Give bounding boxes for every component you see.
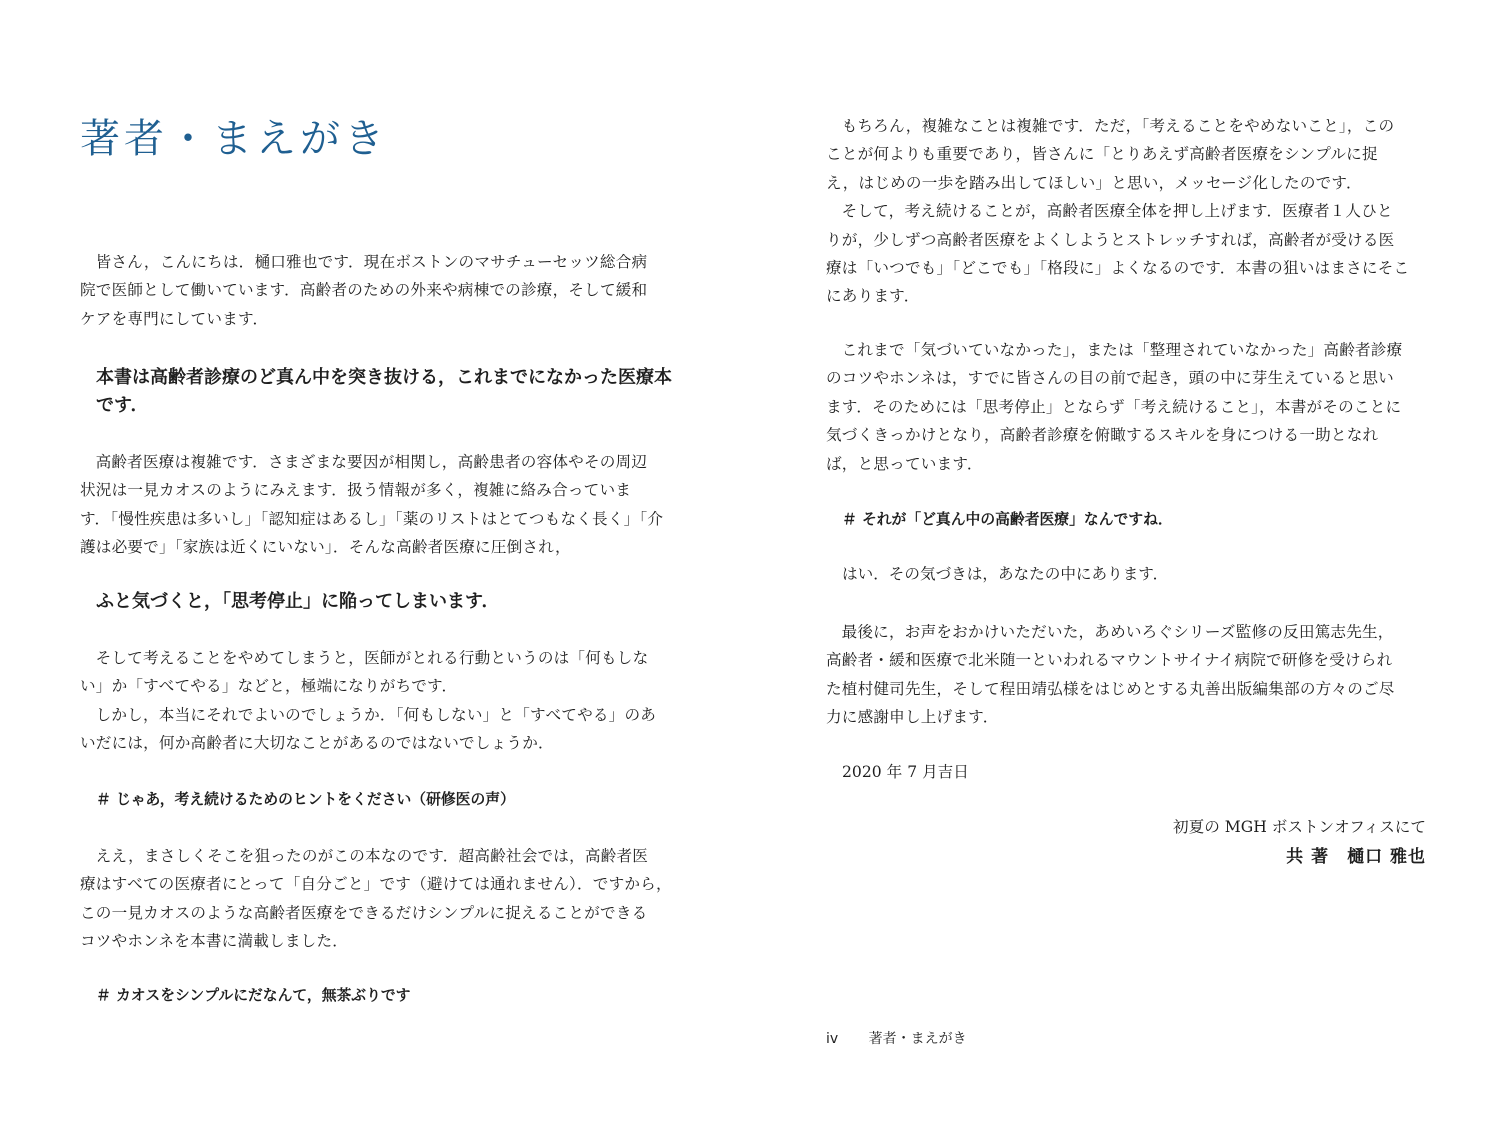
question-heading-3: [826, 506, 1426, 534]
text-line: にあります．: [826, 287, 920, 306]
text-line: 状況は一見カオスのようにみえます．扱う情報が多く，複雑に絡み合っていま: [80, 481, 632, 500]
intro-paragraph: [80, 248, 680, 333]
text-line: いだには，何か高齢者に大切なことがあるのではないでしょうか．: [80, 734, 554, 753]
signature-place: 初夏の MGH ボストンオフィスにて: [1173, 818, 1426, 836]
text-line: 本書は高齢者診療のど真ん中を突き抜ける，これまでになかった医療本: [96, 367, 672, 388]
page-number: iv: [826, 1031, 839, 1047]
question-text: ＃ それが「ど真ん中の高齢者医療」なんですね．: [842, 511, 1173, 528]
text-line: 高齢者医療は複雑です．さまざまな要因が相関し，高齢患者の容体やその周辺: [95, 453, 648, 471]
signature-block: [826, 812, 1426, 872]
question-text: ＃ カオスをシンプルにだなんて，無茶ぶりです: [96, 987, 411, 1004]
running-title: 著者・まえがき: [868, 1031, 967, 1047]
bold-statement-1: [80, 364, 680, 421]
text-line: コツやホンネを本書に満載しました．: [80, 932, 349, 951]
awareness-paragraph: [826, 336, 1426, 478]
reply-text: はい．その気づきは，あなたの中にあります．: [842, 565, 1169, 583]
text-line: そして考えることをやめてしまうと，医師がとれる行動というのは「何もしな: [95, 649, 649, 667]
text-line: りが，少しずつ高齢者医療をよくしようとストレッチすれば，高齢者が受ける医: [826, 230, 1395, 249]
text-line: た植村健司先生，そして程田靖弘様をはじめとする丸善出版編集部の方々のご尽: [826, 679, 1395, 698]
text-line: え，はじめの一歩を踏み出してほしい」と思い，メッセージ化したのです．: [826, 173, 1362, 192]
text-line: す．「慢性疾患は多いし」「認知症はあるし」「薬のリストはとてつもなく長く」「介: [80, 509, 664, 528]
question-text: ＃ じゃあ，考え続けるためのヒントをください（研修医の声）: [96, 791, 515, 808]
text-line: 最後に，お声をおかけいただいた，あめいろぐシリーズ監修の反田篤志先生，: [841, 623, 1394, 641]
text-line: 気づくきっかけとなり，高齢者診療を俯瞰するスキルを身につける一助となれ: [826, 426, 1379, 445]
simplicity-paragraph: [826, 112, 1426, 311]
text-line: ええ，まさしくそこを狙ったのがこの本なのです．超高齢社会では，高齢者医: [95, 847, 649, 865]
text-line: 療はすべての医療者にとって「自分ごと」です（避けては通れません）．ですから，: [80, 875, 672, 894]
text-line: ケアを専門にしています．: [80, 309, 269, 328]
date-line: [826, 758, 1426, 786]
text-line: ふと気づくと，「思考停止」に陥ってしまいます．: [96, 591, 500, 612]
text-line: もちろん，複雑なことは複雑です．ただ，「考えることをやめないこと」，この: [841, 117, 1395, 135]
page-footer: [826, 1028, 967, 1048]
extremes-paragraph: [80, 644, 680, 758]
text-line: ば，と思っています．: [826, 454, 983, 473]
text-line: 療は「いつでも」「どこでも」「格段に」よくなるのです．本書の狙いはまさにそこ: [826, 259, 1410, 278]
text-line: 護は必要で」「家族は近くにいない」．そんな高齢者医療に圧倒され，: [80, 538, 571, 557]
signature-author: 共 著 樋口 雅也: [1286, 847, 1426, 867]
question-heading-2: [80, 982, 680, 1010]
text-line: ます．そのためには「思考停止」とならず「考え続けること」，本書がそのことに: [826, 397, 1402, 416]
complexity-paragraph: [80, 448, 680, 562]
text-line: 皆さん，こんにちは．樋口雅也です．現在ボストンのマサチューセッツ総合病: [95, 253, 648, 271]
question-heading-1: [80, 786, 680, 814]
text-line: しかし，本当にそれでよいのでしょうか．「何もしない」と「すべてやる」のあ: [95, 705, 657, 724]
date-text: 2020 年 7 月吉日: [842, 763, 969, 781]
text-line: 高齢者・緩和医療で北米随一といわれるマウントサイナイ病院で研修を受けられ: [826, 651, 1393, 670]
text-line: これまで「気づいていなかった」，または「整理されていなかった」高齢者診療: [841, 341, 1403, 359]
text-line: です．: [96, 395, 149, 417]
reply-line: [826, 560, 1426, 588]
text-line: い」か「すべてやる」などと，極端になりがちです．: [80, 677, 458, 696]
chapter-title: 著者・まえがき: [80, 116, 388, 162]
text-line: この一見カオスのような高齢者医療をできるだけシンプルに捉えることができる: [80, 903, 648, 922]
bold-statement-2: [80, 588, 680, 616]
acknowledgement-paragraph: [826, 618, 1426, 732]
answer-paragraph: [80, 842, 680, 956]
text-line: ことが何よりも重要であり，皆さんに「とりあえず高齢者医療をシンプルに捉: [826, 145, 1378, 164]
text-line: そして，考え続けることが，高齢者医療全体を押し上げます．医療者１人ひと: [841, 202, 1393, 221]
text-line: 院で医師として働いています．高齢者のための外来や病棟での診療，そして緩和: [80, 281, 648, 300]
text-line: のコツやホンネは，すでに皆さんの目の前で起き，頭の中に芽生えていると思い: [826, 369, 1394, 388]
text-line: 力に感謝申し上げます．: [826, 708, 999, 727]
